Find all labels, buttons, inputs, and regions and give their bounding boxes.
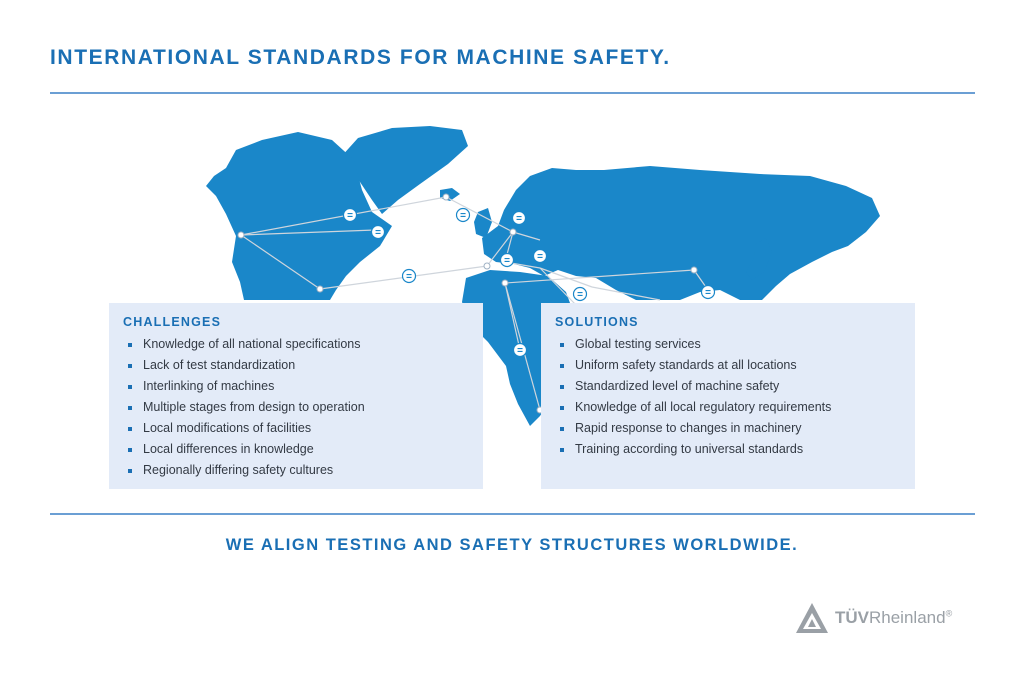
bottom-divider [50, 513, 975, 515]
svg-text:=: = [375, 227, 381, 239]
challenge-item: Interlinking of machines [123, 376, 469, 397]
equal-badge [513, 212, 526, 225]
solution-item: Knowledge of all local regulatory requirements [555, 397, 901, 418]
svg-text:=: = [537, 251, 543, 263]
solutions-heading: SOLUTIONS [555, 315, 639, 329]
challenges-list [123, 334, 469, 481]
solution-item: Uniform safety standards at all locations [555, 355, 901, 376]
equal-badge [702, 286, 715, 299]
triangle-logo-icon [795, 602, 829, 634]
challenges-panel [109, 303, 483, 489]
solutions-panel [541, 303, 915, 489]
challenge-item: Knowledge of all national specifications [123, 334, 469, 355]
equal-badge [514, 344, 527, 357]
page-title: INTERNATIONAL STANDARDS FOR MACHINE SAFETY. [50, 46, 671, 69]
svg-text:=: = [577, 289, 583, 301]
equal-badge [403, 270, 416, 283]
svg-text:=: = [516, 213, 522, 225]
solution-item: Standardized level of machine safety [555, 376, 901, 397]
equal-badge [344, 209, 357, 222]
solution-item: Global testing services [555, 334, 901, 355]
challenge-item: Regionally differing safety cultures [123, 460, 469, 481]
svg-text:=: = [460, 210, 466, 222]
equal-badge [501, 254, 514, 267]
tuv-logo [795, 601, 952, 635]
equal-badge [457, 209, 470, 222]
logo-wordmark [835, 608, 952, 628]
logo-brand-bold: TÜV [835, 608, 869, 627]
challenge-item: Multiple stages from design to operation [123, 397, 469, 418]
tagline: WE ALIGN TESTING AND SAFETY STRUCTURES WORLDWIDE. [225, 536, 799, 554]
challenge-item: Local differences in knowledge [123, 439, 469, 460]
solution-item: Training according to universal standards [555, 439, 901, 460]
solutions-list [555, 334, 901, 460]
challenge-item: Local modifications of facilities [123, 418, 469, 439]
logo-trademark: ® [945, 608, 953, 619]
logo-brand-light: Rheinland [869, 608, 946, 627]
svg-text:=: = [347, 210, 353, 222]
svg-text:=: = [504, 255, 510, 267]
svg-text:=: = [406, 271, 412, 283]
challenges-heading: CHALLENGES [123, 315, 222, 329]
equal-badge [574, 288, 587, 301]
equal-badge [372, 226, 385, 239]
svg-text:=: = [705, 287, 711, 299]
equal-badge [534, 250, 547, 263]
svg-text:=: = [517, 345, 523, 357]
solution-item: Rapid response to changes in machinery [555, 418, 901, 439]
challenge-item: Lack of test standardization [123, 355, 469, 376]
